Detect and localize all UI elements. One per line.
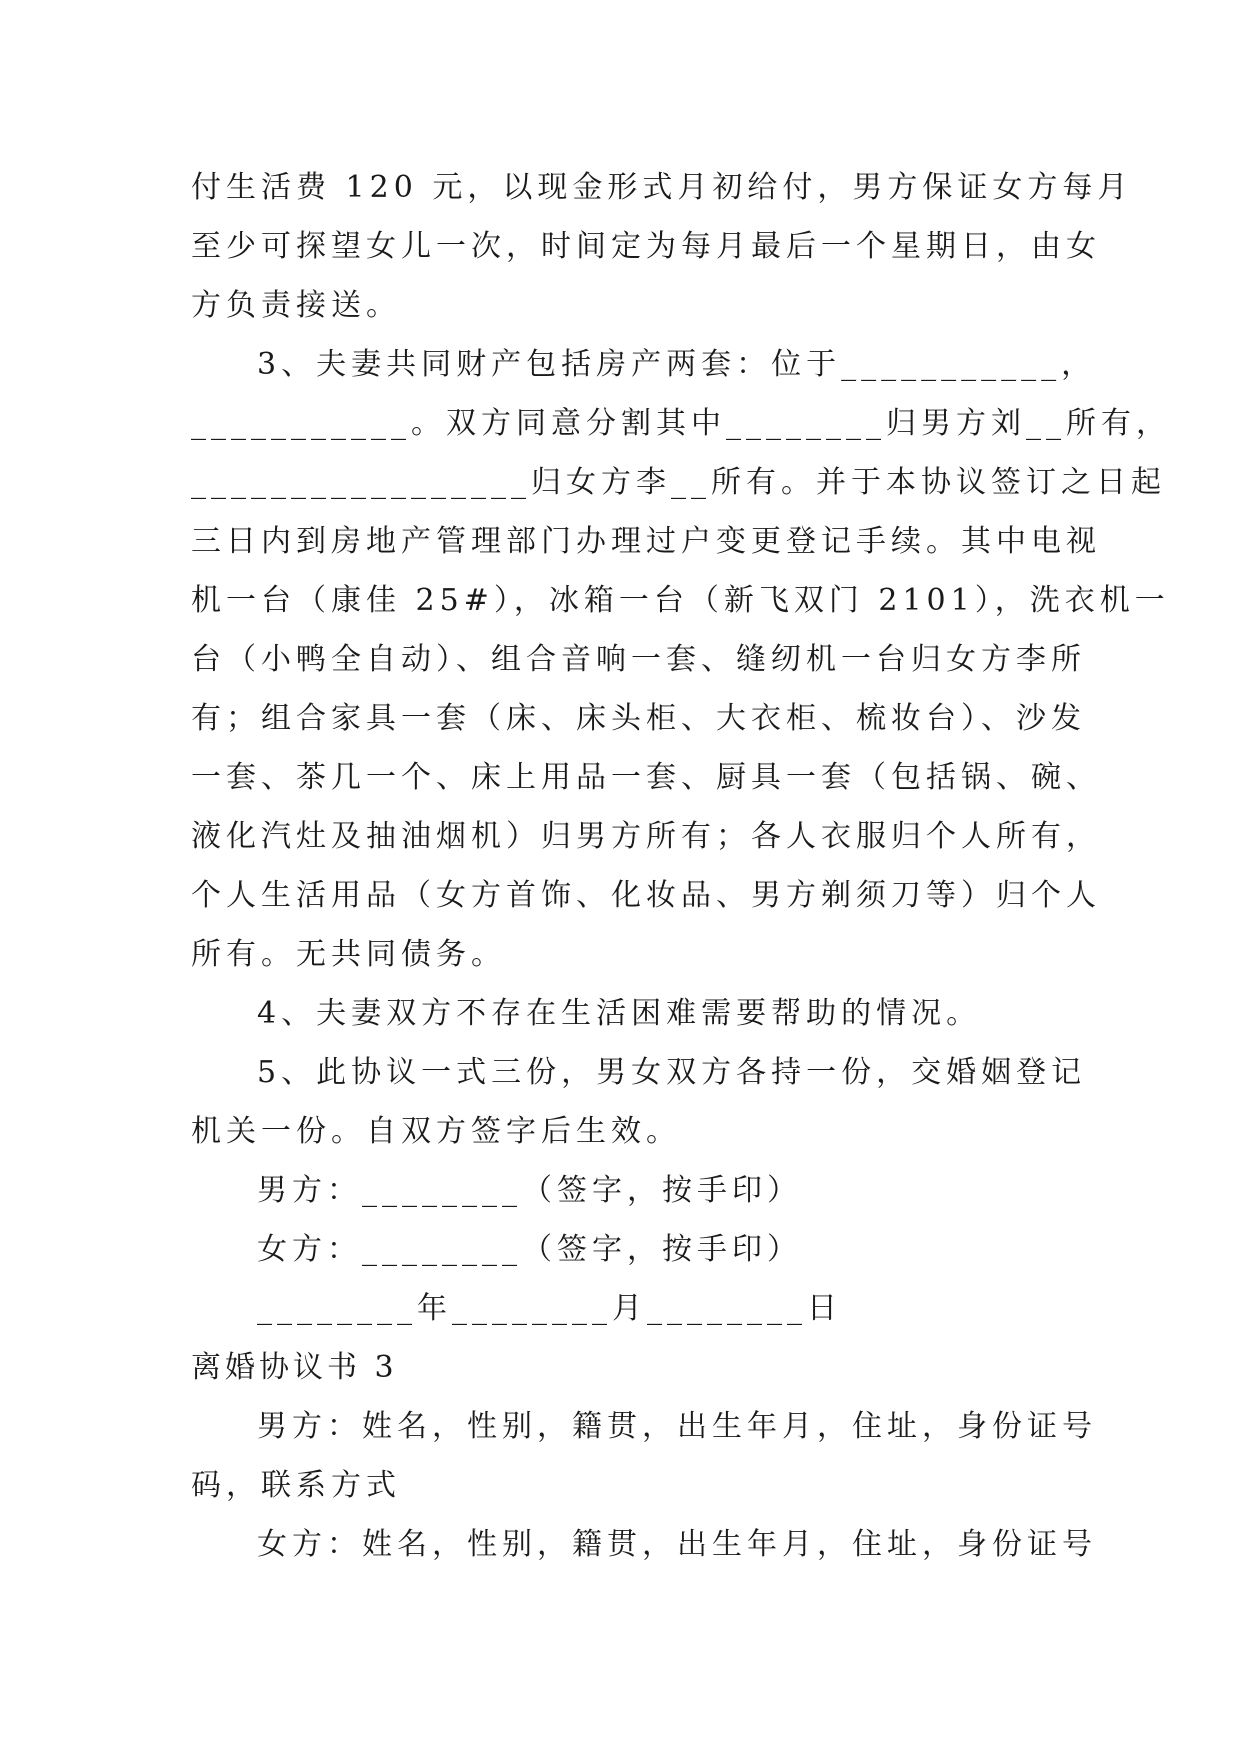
paragraph-line: 码，联系方式	[191, 1468, 401, 1503]
paragraph-line: 3、夫妻共同财产包括房产两套：位于___________，	[257, 347, 1097, 382]
paragraph-line: 男方：________（签字，按手印）	[257, 1173, 802, 1208]
paragraph-line: 一套、茶几一个、床上用品一套、厨具一套（包括锅、碗、	[191, 760, 1101, 795]
section-heading: 离婚协议书 3	[191, 1350, 398, 1385]
paragraph-line: 三日内到房地产管理部门办理过户变更登记手续。其中电视	[191, 524, 1101, 559]
paragraph-line: 机一台（康佳 25#），冰箱一台（新飞双门 2101），洗衣机一	[191, 583, 1170, 618]
paragraph-line: 女方：________（签字，按手印）	[257, 1232, 802, 1267]
paragraph-line: 男方：姓名，性别，籍贯，出生年月，住址，身份证号	[257, 1409, 1097, 1444]
paragraph-line: 付生活费 120 元，以现金形式月初给付，男方保证女方每月	[191, 170, 1133, 205]
paragraph-line: 机关一份。自双方签字后生效。	[191, 1114, 681, 1149]
paragraph-line: 液化汽灶及抽油烟机）归男方所有；各人衣服归个人所有，	[191, 819, 1101, 854]
paragraph-line: 女方：姓名，性别，籍贯，出生年月，住址，身份证号	[257, 1527, 1097, 1562]
document-body	[191, 158, 1171, 1574]
paragraph-line: 台（小鸭全自动）、组合音响一套、缝纫机一台归女方李所	[191, 642, 1086, 677]
paragraph-line: 方负责接送。	[191, 288, 401, 323]
paragraph-line: 有；组合家具一套（床、床头柜、大衣柜、梳妆台）、沙发	[191, 701, 1086, 736]
paragraph-line: 4、夫妻双方不存在生活困难需要帮助的情况。	[257, 996, 982, 1031]
paragraph-line: _________________归女方李__所有。并于本协议签订之日起	[191, 465, 1166, 500]
paragraph-line: ___________。双方同意分割其中________归男方刘__所有，	[191, 406, 1171, 441]
paragraph-line: 所有。无共同债务。	[191, 937, 506, 972]
paragraph-line: 个人生活用品（女方首饰、化妆品、男方剃须刀等）归个人	[191, 878, 1101, 913]
paragraph-line: 5、此协议一式三份，男女双方各持一份，交婚姻登记	[257, 1055, 1087, 1090]
paragraph-line: ________年________月________日	[257, 1291, 842, 1326]
paragraph-line: 至少可探望女儿一次，时间定为每月最后一个星期日，由女	[191, 229, 1101, 264]
